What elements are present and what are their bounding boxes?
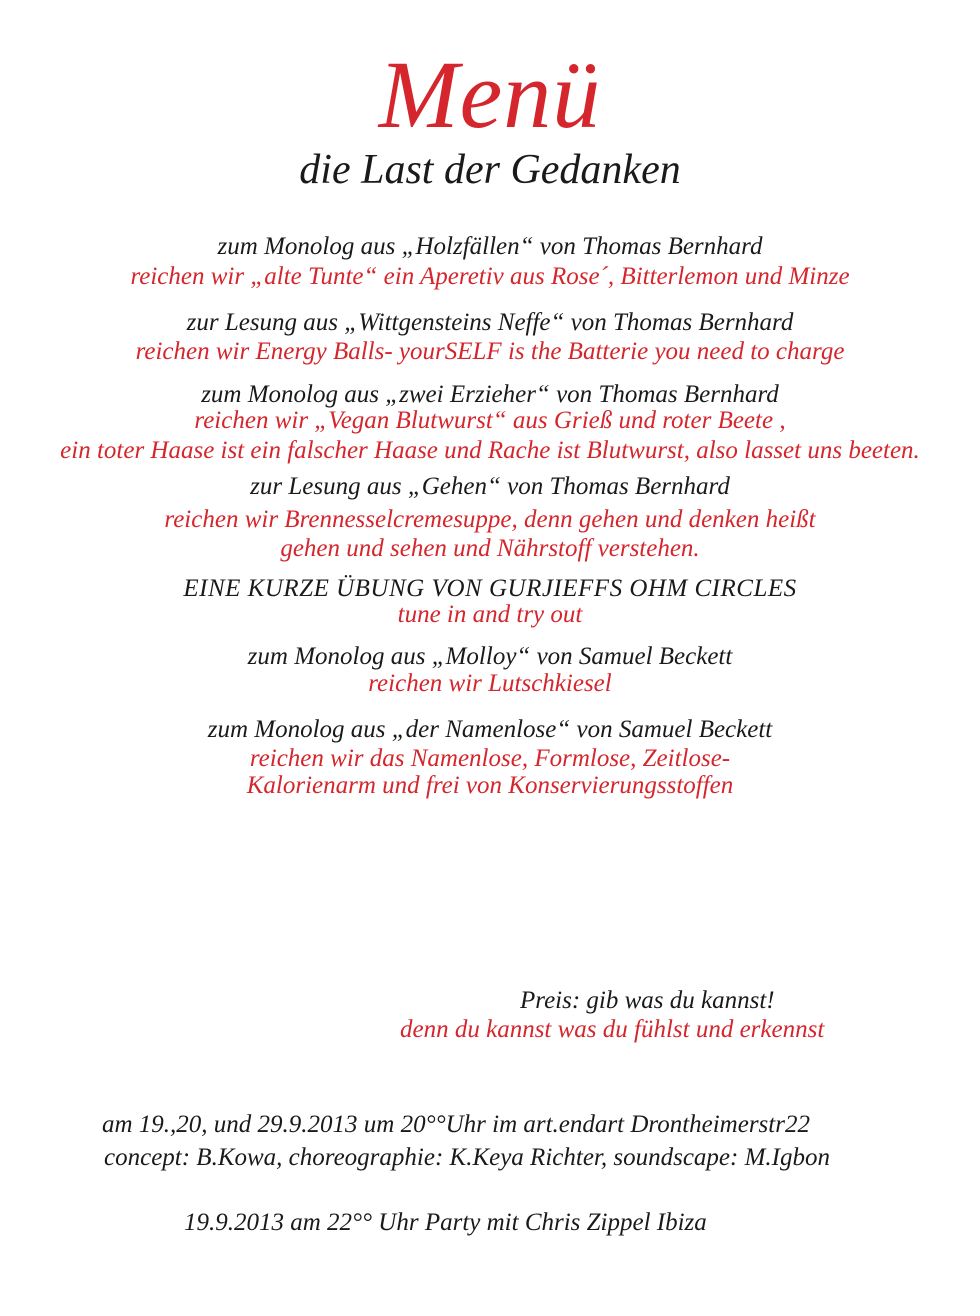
course-7-dish-line-1: reichen wir das Namenlose, Formlose, Zeitlose- (249, 745, 731, 772)
course-6-dish: reichen wir Lutschkiesel (368, 670, 612, 697)
course-2-dish: reichen wir Energy Balls- yourSELF is the Batterie you need to charge (135, 338, 845, 365)
event-party: 19.9.2013 am 22°° Uhr Party mit Chris Zippel Ibiza (184, 1209, 707, 1236)
course-3-intro: zum Monolog aus „zwei Erzieher“ von Thomas Bernhard (201, 381, 779, 408)
course-2-intro: zur Lesung aus „Wittgensteins Neffe“ von Thomas Bernhard (186, 309, 794, 336)
course-7-intro: zum Monolog aus „der Namenlose“ von Samuel Beckett (207, 716, 773, 743)
menu-subtitle: die Last der Gedanken (299, 147, 681, 193)
course-6-intro: zum Monolog aus „Molloy“ von Samuel Beckett (247, 643, 733, 670)
course-4-dish-line-1: reichen wir Brennesselcremesuppe, denn gehen und denken heißt (164, 506, 816, 533)
price-note: denn du kannst was du fühlst und erkennst (400, 1016, 825, 1043)
event-dates: am 19.,20, und 29.9.2013 um 20°°Uhr im art.endart Drontheimerstr22 (102, 1111, 810, 1138)
course-4-intro: zur Lesung aus „Gehen“ von Thomas Bernhard (250, 473, 730, 500)
course-5-dish: tune in and try out (397, 601, 583, 628)
course-7-dish-line-2: Kalorienarm und frei von Konservierungsstoffen (246, 772, 734, 799)
menu-title: Menü (378, 41, 602, 148)
course-4-dish-line-2: gehen und sehen und Nährstoff verstehen. (280, 535, 700, 562)
course-3-dish-line-1: reichen wir „Vegan Blutwurst“ aus Grieß und roter Beete , (194, 407, 786, 434)
event-credits: concept: B.Kowa, choreographie: K.Keya Richter, soundscape: M.Igbon (104, 1144, 831, 1171)
course-1-dish: reichen wir „alte Tunte“ ein Aperetiv aus Rose´, Bitterlemon und Minze (130, 263, 850, 290)
course-3-dish-line-2: ein toter Haase ist ein falscher Haase und Rache ist Blutwurst, also lasset uns beeten. (60, 437, 920, 464)
price-label: Preis: gib was du kannst! (520, 987, 775, 1014)
course-1-intro: zum Monolog aus „Holzfällen“ von Thomas Bernhard (217, 233, 763, 260)
course-5-intro: EINE KURZE ÜBUNG VON GURJIEFFS OHM CIRCLES (183, 575, 797, 602)
